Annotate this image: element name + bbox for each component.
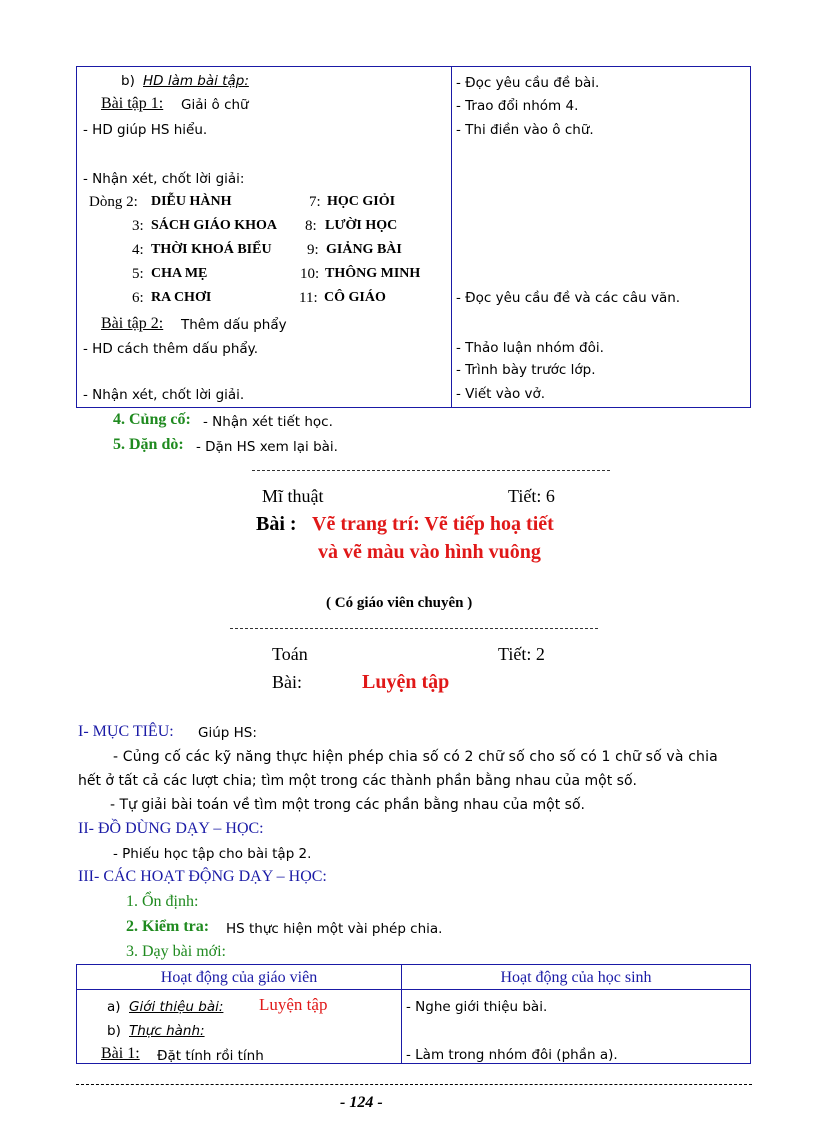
- student-activity: - Làm trong nhóm đôi (phần a).: [406, 1047, 618, 1063]
- step-check-text: HS thực hiện một vài phép chia.: [226, 921, 443, 937]
- math-subject: Toán: [272, 644, 308, 664]
- answer-8: LƯỜI HỌC: [325, 218, 398, 233]
- step-stabilize: 1. Ổn định:: [126, 893, 199, 910]
- divider: [252, 470, 610, 471]
- objectives-intro: Giúp HS:: [198, 725, 257, 741]
- step-check-label: 2. Kiểm tra:: [126, 918, 210, 935]
- exercise-2-label: Bài tập 2:: [101, 315, 164, 332]
- consolidation-label: 4. Củng cố:: [113, 411, 191, 428]
- exercise-1-label: Bài tập 1:: [101, 95, 164, 112]
- art-lesson-title-1: Vẽ trang trí: Vẽ tiếp hoạ tiết: [312, 513, 554, 535]
- answer-6-number: 6:: [132, 290, 144, 306]
- page-number: - 124 -: [340, 1094, 383, 1111]
- teacher-column: [77, 67, 451, 407]
- divider: [230, 628, 598, 629]
- objective-line: - Củng cố các kỹ năng thực hiện phép chia số có 2 chữ số cho số có 1 chữ số và chia: [113, 749, 718, 765]
- objective-line-cont: hết ở tất cả các lượt chia; tìm một trong các thành phần bằng nhau của một số.: [78, 773, 637, 789]
- student-activity: - Đọc yêu cầu đề và các câu văn.: [456, 290, 681, 306]
- art-note: ( Có giáo viên chuyên ): [326, 595, 473, 611]
- answer-4: THỜI KHOÁ BIỂU: [151, 242, 272, 257]
- answer-7: HỌC GIỎI: [327, 194, 396, 209]
- art-lesson-label: Bài :: [256, 513, 297, 535]
- footer-divider: [76, 1084, 752, 1085]
- objective-line: - Tự giải bài toán về tìm một trong các phần bằng nhau của một số.: [110, 797, 585, 813]
- guide-line-2: - HD cách thêm dấu phẩy.: [83, 341, 259, 357]
- comment-line-1: - Nhận xét, chốt lời giải:: [83, 171, 245, 187]
- materials-heading: II- ĐỒ DÙNG DẠY – HỌC:: [78, 820, 264, 837]
- header-student: Hoạt động của học sinh: [500, 969, 652, 986]
- answer-5-number: 5:: [132, 266, 144, 282]
- answer-10-number: 10:: [300, 266, 320, 282]
- step-new-lesson: 3. Dạy bài mới:: [126, 943, 226, 960]
- student-activity: - Thảo luận nhóm đôi.: [456, 340, 604, 356]
- intro-prefix: a): [107, 999, 121, 1015]
- comment-line-2: - Nhận xét, chốt lời giải.: [83, 387, 245, 403]
- practice-prefix: b): [107, 1023, 121, 1039]
- section-b-prefix: b): [121, 73, 135, 89]
- student-activity: - Thi điền vào ô chữ.: [456, 122, 594, 138]
- activities-heading: III- CÁC HOẠT ĐỘNG DẠY – HỌC:: [78, 868, 327, 885]
- math-lesson-title: Luyện tập: [362, 671, 450, 693]
- student-activity: - Viết vào vở.: [456, 386, 546, 402]
- header-teacher: Hoạt động của giáo viên: [160, 969, 318, 986]
- exercise-1-label: Bài 1:: [101, 1045, 140, 1062]
- answer-3-number: 3:: [132, 218, 144, 234]
- art-period: Tiết: 6: [508, 486, 555, 506]
- materials-line: - Phiếu học tập cho bài tập 2.: [113, 846, 312, 862]
- math-lesson-label: Bài:: [272, 672, 302, 692]
- answer-11: CÔ GIÁO: [324, 290, 386, 305]
- student-activity: - Đọc yêu cầu đề bài.: [456, 75, 600, 91]
- teacher-column: [77, 990, 401, 1063]
- exercise-2-text: Thêm dấu phẩy: [181, 317, 287, 333]
- objectives-heading: I- MỤC TIÊU:: [78, 723, 174, 740]
- student-column: [452, 67, 750, 407]
- homework-label: 5. Dặn dò:: [113, 436, 184, 453]
- practice-title: Thực hành:: [129, 1023, 205, 1039]
- answer-6: RA CHƠI: [151, 290, 212, 305]
- homework-text: - Dặn HS xem lại bài.: [196, 439, 338, 455]
- answer-9: GIẢNG BÀI: [326, 242, 402, 257]
- answer-8-number: 8:: [305, 218, 317, 234]
- art-lesson-title-2: và vẽ màu vào hình vuông: [318, 541, 541, 563]
- answer-5: CHA MẸ: [151, 266, 208, 281]
- student-activity: - Trao đổi nhóm 4.: [456, 98, 579, 114]
- math-period: Tiết: 2: [498, 644, 545, 664]
- student-activity: - Nghe giới thiệu bài.: [406, 999, 548, 1015]
- section-b-title: HD làm bài tập:: [143, 73, 249, 89]
- intro-title: Giới thiệu bài:: [129, 999, 224, 1015]
- student-activity: - Trình bày trước lớp.: [456, 362, 596, 378]
- answer-11-number: 11:: [299, 290, 318, 306]
- answer-9-number: 9:: [307, 242, 319, 258]
- answer-10: THÔNG MINH: [325, 266, 421, 281]
- activity-table-1: [76, 66, 751, 408]
- answer-3: SÁCH GIÁO KHOA: [151, 218, 278, 233]
- answer-2: DIỄU HÀNH: [151, 194, 232, 209]
- consolidation-text: - Nhận xét tiết học.: [203, 414, 333, 430]
- answer-7-number: 7:: [309, 194, 321, 210]
- guide-line: - HD giúp HS hiểu.: [83, 122, 208, 138]
- intro-value: Luyện tập: [259, 995, 328, 1014]
- exercise-1-text: Đặt tính rồi tính: [157, 1048, 264, 1064]
- answer-4-number: 4:: [132, 242, 144, 258]
- row-2-prefix: Dòng 2:: [89, 194, 138, 210]
- student-column: [402, 990, 750, 1063]
- activity-table-2: [76, 964, 751, 1064]
- exercise-1-text: Giải ô chữ: [181, 97, 249, 113]
- art-subject: Mĩ thuật: [262, 486, 324, 506]
